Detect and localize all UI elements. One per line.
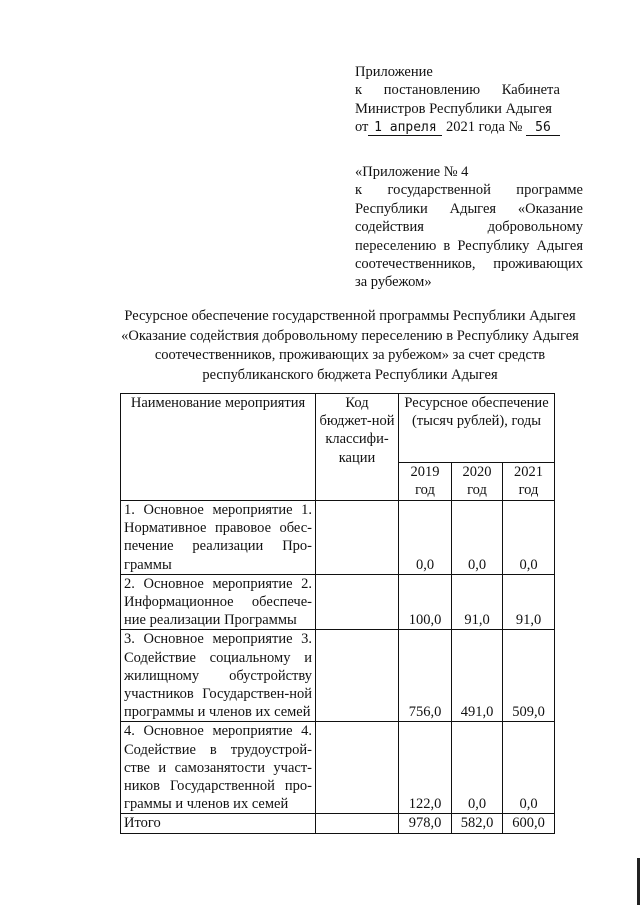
row-1-value-2019: 0,0 — [399, 501, 452, 575]
appendix-line-2: к постановлению Кабинета — [355, 82, 560, 99]
table-row — [121, 630, 555, 722]
total-value-2019: 978,0 — [399, 814, 452, 833]
row-1-name: 1. Основное мероприятие 1. Нормативное правовое обес-печение реализации Про-граммы — [121, 501, 316, 575]
row-1-code — [316, 501, 399, 575]
row-2-value-2021: 91,0 — [503, 574, 555, 630]
document-number: 56 — [526, 121, 560, 136]
appendix-date-line — [355, 118, 560, 136]
row-1-value-2021: 0,0 — [503, 501, 555, 575]
date-suffix: 2021 года № — [446, 119, 523, 136]
table-row — [121, 722, 555, 814]
column-header-name: Наименование мероприятия — [121, 394, 316, 501]
row-3-value-2021: 509,0 — [503, 630, 555, 722]
row-2-name: 2. Основное мероприятие 2. Информационное обеспече-ние реализации Программы — [121, 574, 316, 630]
row-3-value-2019: 756,0 — [399, 630, 452, 722]
row-3-value-2020: 491,0 — [452, 630, 503, 722]
table-row — [121, 574, 555, 630]
total-row — [121, 814, 555, 833]
total-label: Итого — [121, 814, 316, 833]
program-appendix-line-6: соотечественников, проживающих — [355, 256, 583, 273]
row-1-value-2020: 0,0 — [452, 501, 503, 575]
program-appendix-line-7: за рубежом» — [355, 274, 432, 291]
row-4-code — [316, 722, 399, 814]
resource-table — [120, 393, 555, 834]
date-value: 1 апреля — [368, 121, 442, 136]
row-4-name: 4. Основное мероприятие 4. Содействие в трудоустрой-стве и самозанятости участ-ников Государственной про-граммы и членов их семей — [121, 722, 316, 814]
title-line-4: республиканского бюджета Республики Адыгея — [202, 366, 498, 383]
row-3-name: 3. Основное мероприятие 3. Содействие социальному и жилищному обустройству участников Государствен-ной программы и членов их семей — [121, 630, 316, 722]
program-appendix — [355, 163, 583, 292]
row-2-value-2020: 91,0 — [452, 574, 503, 630]
title-line-3: соотечественников, проживающих за рубежом» за счет средств — [154, 347, 546, 363]
column-header-resources: Ресурсное обеспечение (тысяч рублей), годы — [399, 394, 555, 463]
table-row — [121, 501, 555, 575]
title-line-2: «Оказание содействия добровольному переселению в Республику Адыгея — [121, 327, 579, 344]
total-code — [316, 814, 399, 833]
program-appendix-line-3: Республики Адыгея «Оказание — [355, 200, 583, 217]
column-header-year-2021: 2021 год — [503, 463, 555, 501]
title-line-1: Ресурсное обеспечение государственной программы Республики Адыгея — [124, 308, 576, 324]
program-appendix-line-1: «Приложение № 4 — [355, 164, 469, 180]
row-4-value-2019: 122,0 — [399, 722, 452, 814]
program-appendix-line-4: содействия добровольному — [355, 219, 583, 236]
document-title — [60, 307, 640, 385]
column-header-code: Код бюджет-ной классифи-кации — [316, 394, 399, 501]
appendix-line-3: Министров Республики Адыгея — [355, 100, 552, 117]
column-header-year-2019: 2019 год — [399, 463, 452, 501]
row-2-value-2019: 100,0 — [399, 574, 452, 630]
date-prefix: от — [355, 119, 369, 136]
row-4-value-2021: 0,0 — [503, 722, 555, 814]
column-header-year-2020: 2020 год — [452, 463, 503, 501]
row-4-value-2020: 0,0 — [452, 722, 503, 814]
appendix-title: Приложение — [355, 64, 433, 80]
total-value-2021: 600,0 — [503, 814, 555, 833]
row-2-code — [316, 574, 399, 630]
appendix-header — [355, 63, 560, 137]
row-3-code — [316, 630, 399, 722]
program-appendix-line-2: к государственной программе — [355, 182, 583, 199]
total-value-2020: 582,0 — [452, 814, 503, 833]
program-appendix-line-5: переселению в Республику Адыгея — [355, 237, 583, 254]
